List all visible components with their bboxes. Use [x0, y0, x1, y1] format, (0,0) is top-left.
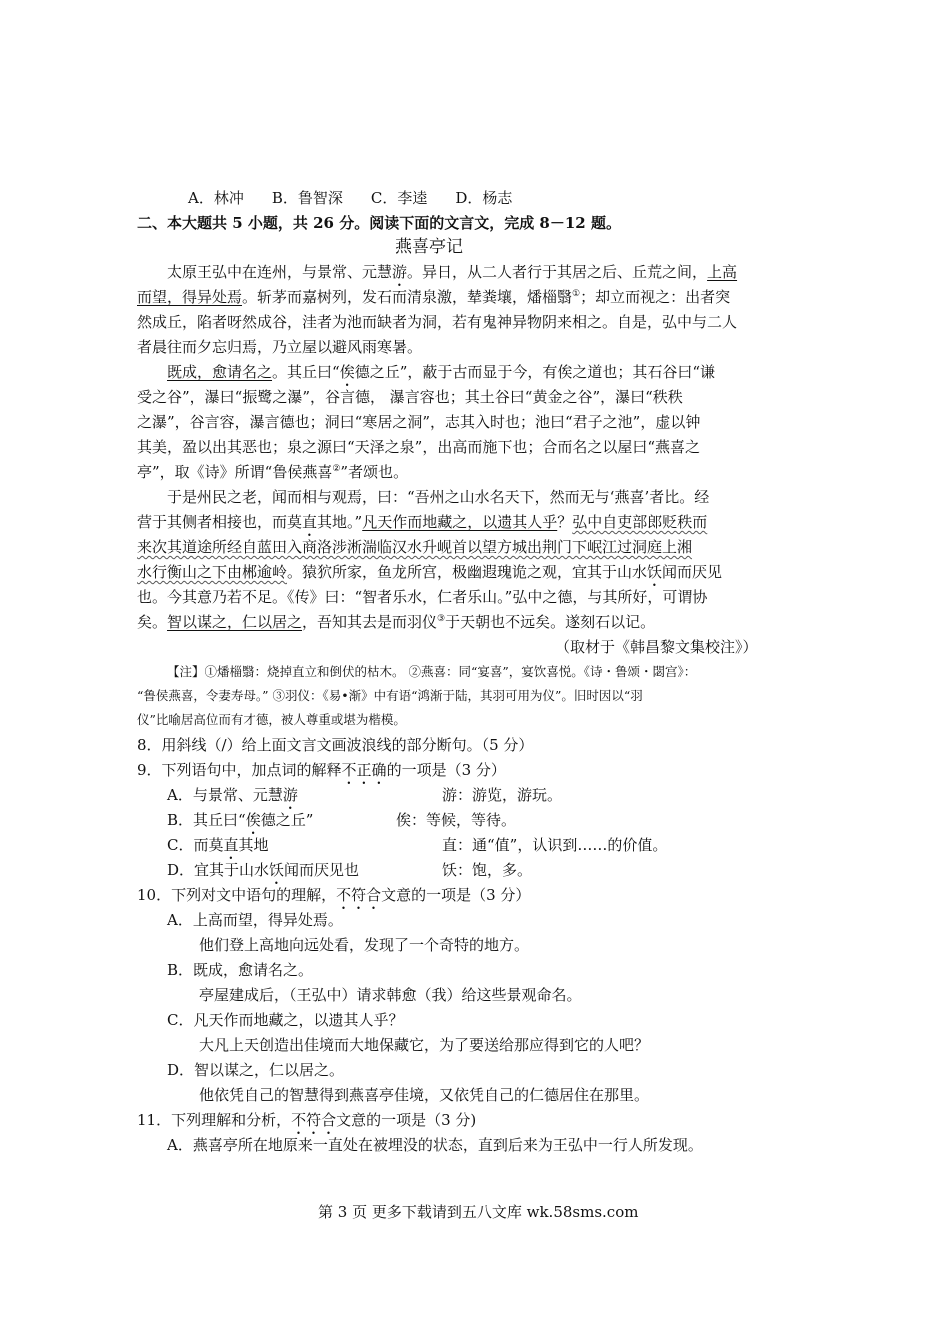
question-10-stem: 10．下列对文中语句的理解，不符合文意的一项是（3 分）	[137, 886, 531, 904]
question-11-option-a: A．燕喜亭所在地原来一直处在被埋没的状态，直到后来为王弘中一行人所发现。	[167, 1136, 703, 1154]
section2-heading: 二、本大题共 5 小题，共 26 分。阅读下面的文言文，完成 8－12 题。	[137, 214, 621, 232]
question-9-stem: 9．下列语句中，加点词的解释不正确的一项是（3 分）	[137, 761, 506, 779]
question-10-option-c-translation: 大凡上天创造出佳境而大地保藏它，为了要送给那应得到它的人吧？	[199, 1036, 650, 1054]
p2-line5: 亭”，取《诗》所谓“鲁侯燕喜②”者颂也。	[137, 463, 409, 481]
p3-line4: 水行衡山之下由郴逾岭。猿狖所家，鱼龙所宫，极幽遐瑰诡之观，宜其于山水饫闻而厌见	[137, 563, 723, 581]
question-10-option-b: B．既成，愈请名之。	[167, 961, 314, 979]
p2-line1: 既成，愈请名之。其丘曰“俟德之丘”，蔽于古而显于今，有俟之道也；其石谷曰“谦	[167, 363, 716, 381]
q7-option-d: D．杨志	[455, 189, 513, 207]
p1-line4: 者晨往而夕忘归焉，乃立屋以避风雨寒暑。	[137, 338, 423, 356]
p3-line2: 营于其侧者相接也，而莫直其地。”凡天作而地藏之，以遗其人乎？弘中自吏部郎贬秩而	[137, 513, 708, 531]
p2-line3: 之瀑”，谷言容，瀑言德也；洞曰“寒居之洞”，志其入时也；池曰“君子之池”，虚以钟	[137, 413, 701, 431]
notes-line2: “鲁侯燕喜，令妻寿母。” ③羽仪：《易•渐》中有语“鸿渐于陆，其羽可用为仪”。旧时因以“羽	[137, 688, 643, 703]
q7-option-b: B．鲁智深	[271, 189, 343, 207]
p1-line3: 然成丘，陷者呀然成谷，洼者为池而缺者为洞，若有鬼神异物阴来相之。自是，弘中与二人	[137, 313, 738, 331]
notes-line3: 仪”比喻居高位而有才德，被人尊重或堪为楷模。	[137, 712, 406, 727]
p3-line3: 来次其道途所经自蓝田入商洛涉淅湍临汉水升岘首以望方城出荆门下岷江过洞庭上湘	[137, 538, 693, 556]
q7-option-c: C．李逵	[370, 189, 428, 207]
notes-line1: 【注】①燔椔翳：烧掉直立和倒伏的枯木。 ②燕喜：同“宴喜”，宴饮喜悦。《诗・鲁颂・閟宫》：	[167, 664, 697, 679]
p2-line4: 其美，盈以出其恶也；泉之源曰“天泽之泉”，出高而施下也；合而名之以屋曰“燕喜之	[137, 438, 701, 456]
question-9-option-a-answer: 游：游览，游玩。	[442, 786, 563, 804]
question-11-stem: 11．下列理解和分析，不符合文意的一项是（3 分)	[137, 1111, 477, 1129]
page-footer: 第 3 页 更多下载请到五八文库 wk.58sms.com	[318, 1203, 639, 1221]
question-9-option-b-answer: 俟：等候，等待。	[396, 811, 517, 829]
question-9-option-d-answer: 饫：饱，多。	[442, 861, 533, 879]
question-10-option-c: C．凡天作而地藏之，以遗其人乎？	[167, 1011, 404, 1029]
p3-line5: 也。今其意乃若不足。《传》曰：“智者乐水，仁者乐山。”弘中之德，与其所好，可谓协	[137, 588, 708, 606]
question-9-option-a: A．与景常、元慧游	[167, 786, 298, 804]
p3-line6: 矣。智以谋之，仁以居之，吾知其去是而羽仪③于天朝也不远矣。遂刻石以记。	[137, 613, 656, 631]
question-10-option-b-translation: 亭屋建成后，（王弘中）请求韩愈（我）给这些景观命名。	[199, 986, 582, 1004]
question-10-option-a-translation: 他们登上高地向远处看，发现了一个奇特的地方。	[199, 936, 530, 954]
question-9-option-c: C．而莫直其地	[167, 836, 269, 854]
q7-option-a: A．林冲	[188, 189, 244, 207]
question-10-option-a: A．上高而望，得异处焉。	[167, 911, 343, 929]
q7-options	[188, 188, 512, 208]
question-9-option-d: D．宜其于山水饫闻而厌见也	[167, 861, 360, 879]
p1-line1: 太原王弘中在连州，与景常、元慧游。异日，从二人者行于其居之后、丘荒之间，上高	[167, 263, 738, 281]
p1-line2: 而望，得异处焉。斩茅而嘉树列，发石而清泉激，辇粪壤，燔椔翳①；却立而视之：出者突	[137, 288, 731, 306]
essay-title: 燕喜亭记	[395, 237, 463, 257]
p3-line1: 于是州民之老，闻而相与观焉，曰：“吾州之山水名天下，然而无与‘燕喜’者比。经	[167, 488, 710, 506]
question-9-option-b: B．其丘曰“俟德之丘”	[167, 811, 314, 829]
question-9-option-c-answer: 直：通“值”，认识到……的价值。	[442, 836, 668, 854]
source-citation: （取材于《韩昌黎文集校注》）	[555, 638, 758, 656]
question-10-option-d-translation: 他依凭自己的智慧得到燕喜亭佳境，又依凭自己的仁德居住在那里。	[199, 1086, 650, 1104]
p2-line2: 受之谷”，瀑曰“振鹭之瀑”，谷言德， 瀑言容也；其土谷曰“黄金之谷”，瀑曰“秩秩	[137, 388, 683, 406]
question-8: 8．用斜线（/）给上面文言文画波浪线的部分断句。（5 分）	[137, 736, 534, 754]
question-10-option-d: D．智以谋之，仁以居之。	[167, 1061, 345, 1079]
